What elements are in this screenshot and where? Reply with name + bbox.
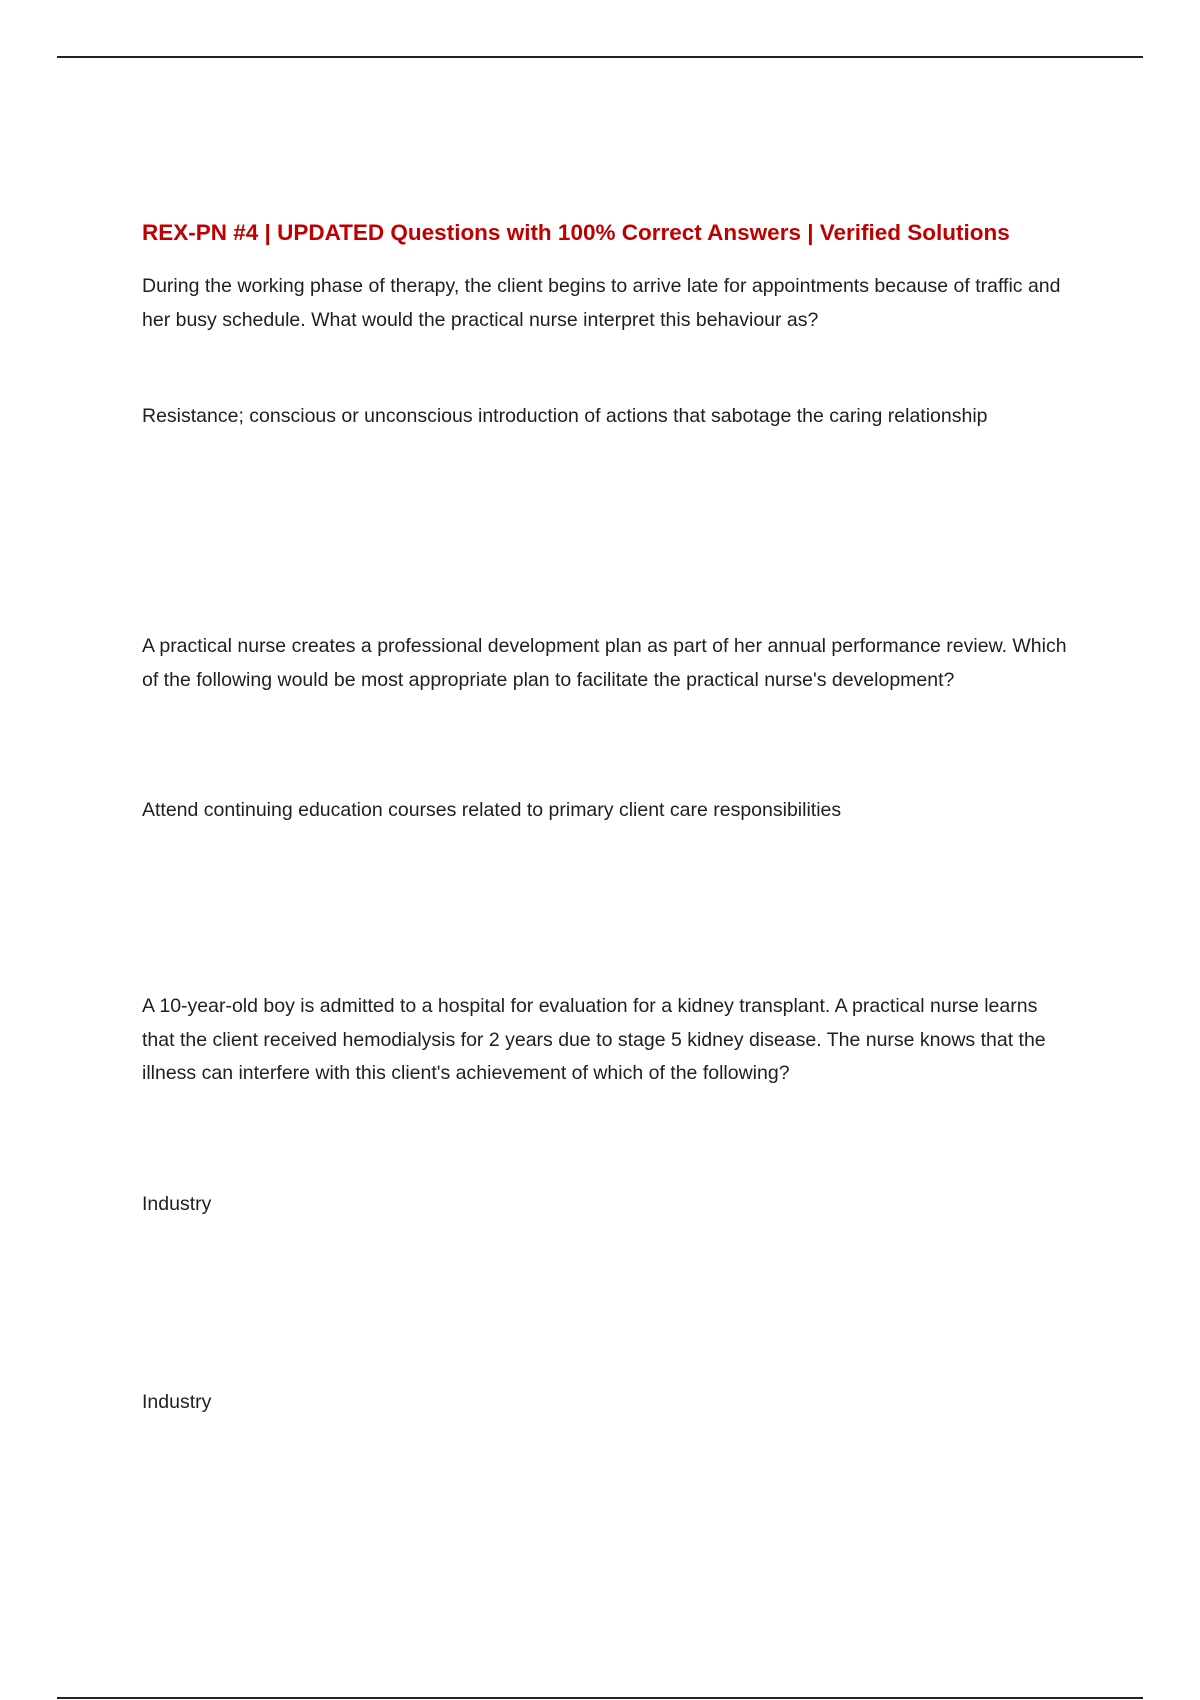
footer-rule — [57, 1697, 1143, 1699]
question-2-text: A practical nurse creates a professional development plan as part of her annual performance review. Which of the following would be most appropriate plan to facilitate the practical nurse's development? — [142, 635, 1067, 691]
question-3-text: A 10-year-old boy is admitted to a hospital for evaluation for a kidney transplant. A practical nurse learns that the client received hemodialysis for 2 years due to stage 5 kidney disease. The nurse knows that the illness can interfere with this client's achievement of which of the following? — [142, 995, 1046, 1084]
header-rule — [57, 56, 1143, 58]
answer-3-text: Industry — [142, 1193, 212, 1215]
document-title: REX-PN #4 | UPDATED Questions with 100% Correct Answers | Verified Solutions — [142, 220, 1010, 245]
answer-4-text: Industry — [142, 1391, 212, 1413]
answer-1-text: Resistance; conscious or unconscious introduction of actions that sabotage the caring relationship — [142, 405, 988, 427]
question-1-text: During the working phase of therapy, the client begins to arrive late for appointments because of traffic and her busy schedule. What would the practical nurse interpret this behaviour as? — [142, 275, 1061, 331]
answer-2-text: Attend continuing education courses related to primary client care responsibilities — [142, 799, 842, 821]
